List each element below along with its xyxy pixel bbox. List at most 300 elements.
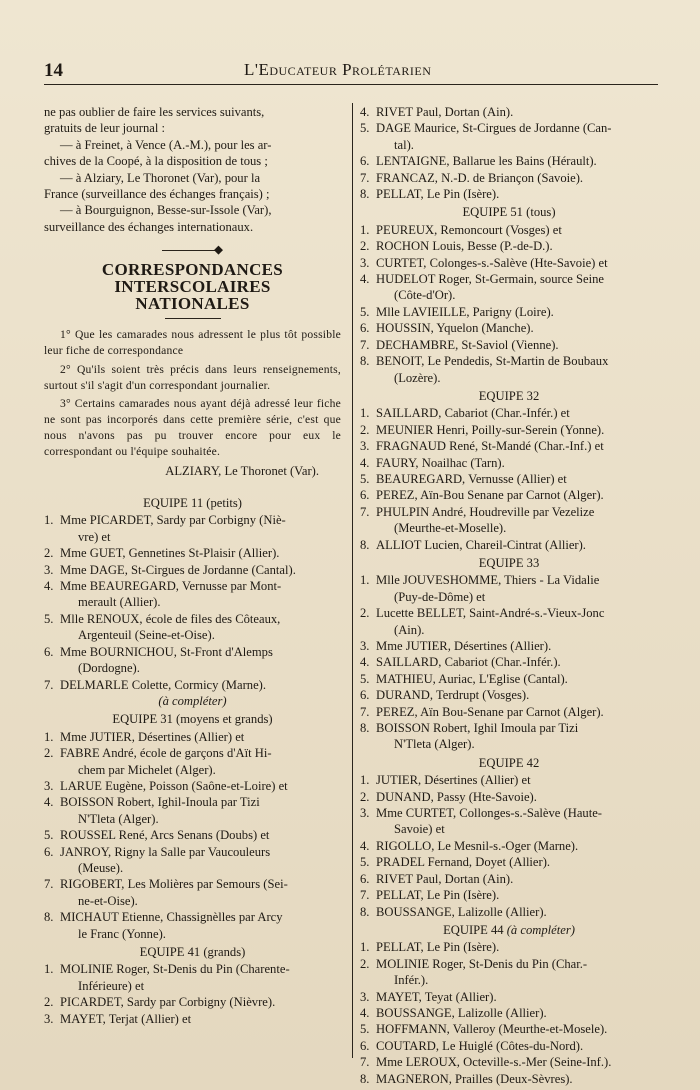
entry-number: 6.	[360, 154, 370, 169]
entry-text	[376, 605, 658, 638]
entry-number: 8.	[360, 354, 370, 369]
team-entry	[44, 562, 341, 578]
paragraph-1: 1° Que les camarades nous adressent le plus tôt possible leur fiche de correspondance	[44, 328, 341, 358]
team-entry	[360, 1021, 658, 1037]
team-entry	[360, 471, 658, 487]
entry-line: merault (Allier).	[78, 595, 161, 610]
entry-line: Mme JUTIER, Désertines (Allier).	[376, 639, 552, 653]
team-entry	[44, 745, 341, 778]
entry-text	[376, 438, 658, 454]
entry-text	[376, 789, 658, 805]
entry-line: ROCHON Louis, Besse (P.-de-D.).	[376, 239, 553, 254]
entry-text	[376, 1021, 658, 1037]
entry-line: (Meurthe-et-Moselle).	[394, 521, 507, 536]
entry-text	[376, 320, 658, 336]
entry-text	[376, 170, 658, 186]
entry-text	[60, 1011, 341, 1027]
team-entry	[360, 186, 658, 202]
entry-number: 5.	[360, 304, 370, 319]
team-entry	[44, 611, 341, 644]
entry-line: FAURY, Noailhac (Tarn).	[376, 455, 505, 470]
entry-number: 2.	[360, 239, 370, 254]
entry-text	[60, 578, 341, 611]
continued-entries	[360, 104, 658, 202]
entry-number: 4.	[360, 1005, 370, 1020]
entry-line: SAILLARD, Cabariot (Char.-Infér.).	[376, 655, 561, 670]
entry-line: HOFFMANN, Valleroy (Meurthe-et-Mosele).	[376, 1022, 608, 1037]
entry-line: vre) et	[78, 529, 111, 544]
entry-line: ne-et-Oise).	[78, 893, 138, 908]
entry-line: HUDELOT Roger, St-Germain, source Seine	[376, 272, 604, 287]
entry-line: ALLIOT Lucien, Chareil-Cintrat (Allier).	[376, 537, 586, 552]
left-column	[44, 104, 341, 1027]
entry-line: PELLAT, Le Pin (Isère).	[376, 940, 500, 955]
team-entry	[360, 422, 658, 438]
entry-line: RIVET Paul, Dortan (Ain).	[376, 105, 514, 119]
team-entries	[360, 572, 658, 752]
team-entries	[44, 961, 341, 1027]
team-entries	[360, 222, 658, 386]
entry-line: chem par Michelet (Alger).	[78, 762, 216, 777]
entry-text	[376, 1071, 658, 1087]
entry-line: PEUREUX, Remoncourt (Vosges) et	[376, 222, 562, 237]
entry-text	[376, 871, 658, 887]
team-entries	[360, 772, 658, 920]
entry-line: ROUSSEL René, Arcs Senans (Doubs) et	[60, 828, 270, 843]
entry-text	[60, 512, 341, 545]
entry-text	[376, 487, 658, 503]
page-header	[44, 58, 658, 82]
column-divider	[352, 103, 353, 1058]
entry-line: DUNAND, Passy (Hte-Savoie).	[376, 789, 537, 804]
entry-line: Mme GUET, Gennetines St-Plaisir (Allier).	[60, 546, 280, 561]
entry-line: Argenteuil (Seine-et-Oise).	[78, 628, 215, 643]
entry-number: 1.	[44, 513, 54, 528]
entry-line: PRADEL Fernand, Doyet (Allier).	[376, 855, 551, 870]
entry-text	[376, 671, 658, 687]
entry-number: 4.	[360, 105, 370, 119]
entry-line: JANROY, Rigny la Salle par Vaucouleurs	[60, 844, 271, 859]
entry-text	[60, 745, 341, 778]
entry-line: Mme CURTET, Collonges-s.-Salève (Haute-	[376, 806, 602, 821]
entry-number: 7.	[360, 504, 370, 519]
entry-line: PELLAT, Le Pin (Isère).	[376, 187, 500, 202]
entry-number: 2.	[360, 789, 370, 804]
team-entry	[360, 1038, 658, 1054]
entry-text	[60, 562, 341, 578]
entry-number: 4.	[44, 795, 54, 810]
entry-text	[376, 939, 658, 955]
team-entry	[360, 989, 658, 1005]
entry-line: Mlle JOUVESHOMME, Thiers - La Vidalie	[376, 573, 600, 588]
team-entry	[360, 271, 658, 304]
entry-line: FABRE André, école de garçons d'Aït Hi-	[60, 746, 272, 761]
team-entry	[44, 909, 341, 942]
entry-line: BOISSON Robert, Ighil Imoula par Tizi	[376, 721, 579, 736]
team-entry	[360, 887, 658, 903]
entry-number: 7.	[360, 1055, 370, 1070]
entry-line: LARUE Eugène, Poisson (Saône-et-Loire) et	[60, 778, 288, 793]
entry-text	[376, 805, 658, 838]
entry-number: 8.	[360, 904, 370, 919]
entry-line: Infér.).	[394, 973, 429, 988]
team-entry	[360, 687, 658, 703]
entry-number: 4.	[44, 579, 54, 594]
entry-text	[376, 271, 658, 304]
entry-line: MATHIEU, Auriac, L'Eglise (Cantal).	[376, 671, 568, 686]
team-entry	[360, 1054, 658, 1070]
entry-text	[376, 772, 658, 788]
team-title-note: (à compléter)	[506, 922, 575, 937]
team-entry	[44, 844, 341, 877]
entry-text	[60, 844, 341, 877]
team-entry	[360, 304, 658, 320]
entry-line: PHULPIN André, Houdreville par Vezelize	[376, 504, 595, 519]
team-entry	[44, 1011, 341, 1027]
team-entry	[360, 170, 658, 186]
entry-number: 8.	[44, 910, 54, 925]
entry-number: 2.	[360, 956, 370, 971]
team-entry	[360, 255, 658, 271]
entry-line: Mme PICARDET, Sardy par Corbigny (Niè-	[60, 513, 286, 528]
entry-number: 4.	[360, 272, 370, 287]
entry-line: DAGE Maurice, St-Cirgues de Jordanne (Can-	[376, 121, 612, 136]
entry-line: LENTAIGNE, Ballarue les Bains (Hérault).	[376, 154, 597, 169]
team-entry	[360, 805, 658, 838]
entry-text	[376, 887, 658, 903]
team-title: EQUIPE 11 (petits)	[143, 496, 242, 511]
entry-number: 1.	[44, 962, 54, 977]
entry-text	[376, 153, 658, 169]
team-entry	[360, 871, 658, 887]
team-entry	[44, 994, 341, 1010]
section-title-line: NATIONALES	[135, 294, 250, 314]
team-entry	[360, 337, 658, 353]
entry-number: 6.	[360, 321, 370, 336]
entry-number: 8.	[360, 721, 370, 736]
entry-number: 3.	[360, 255, 370, 270]
entry-line: Mlle RENOUX, école de files des Côteaux,	[60, 611, 281, 626]
entry-text	[376, 337, 658, 353]
intro-line: chives de la Coopé, à la disposition de tous ;	[44, 154, 268, 169]
team-entry	[360, 904, 658, 920]
entry-line: Mlle LAVIEILLE, Parigny (Loire).	[376, 304, 554, 319]
team-entry	[44, 729, 341, 745]
entry-line: (Lozère).	[394, 370, 441, 385]
entry-number: 6.	[360, 688, 370, 703]
entry-line: DURAND, Terdrupt (Vosges).	[376, 688, 530, 703]
entry-text	[376, 422, 658, 438]
team-entry	[360, 1071, 658, 1087]
entry-line: BEAUREGARD, Vernusse (Allier) et	[376, 471, 567, 486]
journal-title: L'Educateur Prolétarien	[244, 60, 432, 79]
entry-number: 7.	[44, 677, 54, 692]
entry-text	[60, 876, 341, 909]
entry-text	[376, 572, 658, 605]
intro-line: — à Bourguignon, Besse-sur-Issole (Var),	[60, 203, 272, 218]
team-entry	[360, 238, 658, 254]
entry-number: 1.	[360, 940, 370, 955]
entry-number: 1.	[44, 729, 54, 744]
entry-text	[376, 1054, 658, 1070]
section-title-line: CORRESPONDANCES	[101, 260, 284, 280]
team-entry	[360, 222, 658, 238]
entry-line: N'Tleta (Alger).	[394, 737, 475, 752]
entry-number: 4.	[360, 838, 370, 853]
entry-text	[376, 720, 658, 753]
entry-text	[376, 638, 658, 654]
entry-text	[376, 537, 658, 553]
team-entry	[360, 671, 658, 687]
entry-number: 8.	[360, 1071, 370, 1086]
entry-line: JUTIER, Désertines (Allier) et	[376, 773, 531, 788]
right-column	[360, 104, 658, 1087]
ornament-divider: ◆	[44, 241, 341, 257]
entry-text	[376, 186, 658, 202]
intro-line: gratuits de leur journal :	[44, 121, 166, 136]
intro-line: ne pas oublier de faire les services suivants,	[44, 105, 265, 119]
team-entry	[44, 677, 341, 693]
team-entry	[360, 504, 658, 537]
team-entry	[44, 512, 341, 545]
entry-text	[376, 222, 658, 238]
team-entry	[360, 1005, 658, 1021]
entry-number: 5.	[360, 1022, 370, 1037]
entry-number: 4.	[360, 655, 370, 670]
header-rule	[44, 84, 658, 85]
team-entries	[360, 405, 658, 553]
entry-line: Mme JUTIER, Désertines (Allier) et	[60, 729, 245, 744]
team-title: EQUIPE 51 (tous)	[462, 205, 556, 220]
entry-line: MAYET, Terjat (Allier) et	[60, 1011, 192, 1026]
team-entry	[360, 438, 658, 454]
entry-line: SAILLARD, Cabariot (Char.-Infér.) et	[376, 406, 570, 421]
entry-text	[60, 909, 341, 942]
entry-number: 1.	[360, 773, 370, 788]
team-title: EQUIPE 32	[478, 388, 540, 403]
team-entry	[360, 939, 658, 955]
entry-number: 6.	[360, 871, 370, 886]
right-teams	[360, 204, 658, 1087]
entry-line: Lucette BELLET, Saint-André-s.-Vieux-Jonc	[376, 606, 605, 621]
entry-number: 3.	[360, 806, 370, 821]
entry-line: PEREZ, Aïn-Bou Senane par Carnot (Alger).	[376, 488, 604, 503]
team-entry	[44, 827, 341, 843]
left-teams	[44, 495, 341, 1027]
intro-line: surveillance des échanges internationaux.	[44, 219, 254, 234]
entry-line: N'Tleta (Alger).	[78, 811, 159, 826]
team-entry	[360, 104, 658, 120]
entry-text	[376, 405, 658, 421]
team-entry	[44, 644, 341, 677]
team-entry	[360, 487, 658, 503]
team-entry	[360, 704, 658, 720]
team-entry	[360, 654, 658, 670]
team-entry	[44, 961, 341, 994]
team-entry	[360, 605, 658, 638]
entry-number: 3.	[44, 778, 54, 793]
entry-text	[376, 304, 658, 320]
entry-text	[376, 687, 658, 703]
entry-number: 4.	[360, 455, 370, 470]
entry-text	[376, 104, 658, 120]
team-entry	[360, 455, 658, 471]
entry-line: (Meuse).	[78, 860, 124, 875]
entry-line: BENOIT, Le Pendedis, St-Martin de Boubaux	[376, 354, 609, 369]
intro-text	[44, 104, 341, 235]
intro-line: France (surveillance des échanges français) ;	[44, 187, 270, 202]
entry-text	[60, 994, 341, 1010]
entry-line: BOUSSANGE, Lalizolle (Allier).	[376, 1005, 547, 1020]
entry-number: 8.	[360, 187, 370, 202]
team-entries	[44, 729, 341, 942]
team-entry	[44, 794, 341, 827]
entry-line: COUTARD, Le Huiglé (Côtes-du-Nord).	[376, 1038, 584, 1053]
entry-text	[376, 120, 658, 153]
entry-number: 6.	[360, 1038, 370, 1053]
team-entry	[360, 320, 658, 336]
entry-line: RIVET Paul, Dortan (Ain).	[376, 871, 514, 886]
entry-line: Mme BEAUREGARD, Vernusse par Mont-	[60, 579, 282, 594]
team-entries	[360, 939, 658, 1087]
team-entries	[44, 512, 341, 692]
entry-line: MICHAUT Etienne, Chassignèlles par Arcy	[60, 910, 283, 925]
entry-line: (Puy-de-Dôme) et	[394, 589, 486, 604]
team-entry	[44, 578, 341, 611]
entry-line: BOISSON Robert, Ighil-Inoula par Tizi	[60, 795, 260, 810]
entry-line: MAYET, Teyat (Allier).	[376, 989, 497, 1004]
entry-number: 3.	[360, 989, 370, 1004]
entry-number: 5.	[360, 121, 370, 136]
entry-line: PELLAT, Le Pin (Isère).	[376, 888, 500, 903]
entry-number: 7.	[360, 170, 370, 185]
team-title: EQUIPE 41 (grands)	[139, 945, 246, 959]
entry-text	[376, 989, 658, 1005]
entry-line: tal).	[394, 137, 414, 152]
entry-text	[60, 545, 341, 561]
team-entry	[44, 876, 341, 909]
entry-line: HOUSSIN, Yquelon (Manche).	[376, 321, 534, 336]
team-entry	[360, 789, 658, 805]
entry-number: 7.	[360, 888, 370, 903]
entry-line: PICARDET, Sardy par Corbigny (Nièvre).	[60, 995, 276, 1010]
completion-note: (à compléter)	[158, 693, 227, 708]
entry-number: 5.	[360, 471, 370, 486]
entry-line: RIGOBERT, Les Molières par Semours (Sei-	[60, 877, 288, 892]
entry-line: Inférieure) et	[78, 978, 145, 993]
entry-number: 1.	[360, 406, 370, 421]
entry-text	[60, 778, 341, 794]
entry-text	[376, 654, 658, 670]
entry-line: MOLINIE Roger, St-Denis du Pin (Charente-	[60, 962, 290, 977]
team-entry	[360, 854, 658, 870]
entry-text	[376, 238, 658, 254]
entry-number: 2.	[44, 995, 54, 1010]
entry-line: RIGOLLO, Le Mesnil-s.-Oger (Marne).	[376, 838, 579, 853]
entry-line: DECHAMBRE, St-Saviol (Vienne).	[376, 337, 559, 352]
entry-number: 1.	[360, 222, 370, 237]
entry-text	[60, 729, 341, 745]
team-entry	[360, 720, 658, 753]
paragraph-3: 3° Certains camarades nous ayant déjà adressé leur fiche ne sont pas incorporés dans cette première série, c'est que nous n'avons pas pu trouver encore pour eux le correspondant ou l'équipe souhaitée.	[44, 397, 341, 458]
entry-text	[376, 504, 658, 537]
entry-line: Mme BOURNICHOU, St-Front d'Alemps	[60, 644, 273, 659]
entry-text	[376, 1005, 658, 1021]
entry-line: Mme LEROUX, Octeville-s.-Mer (Seine-Inf.).	[376, 1055, 612, 1070]
entry-number: 2.	[44, 746, 54, 761]
entry-number: 6.	[44, 644, 54, 659]
entry-number: 3.	[360, 439, 370, 454]
entry-line: Mme DAGE, St-Cirgues de Jordanne (Cantal).	[60, 562, 296, 577]
team-entry	[360, 956, 658, 989]
entry-text	[376, 255, 658, 271]
entry-line: MAGNERON, Prailles (Deux-Sèvres).	[376, 1071, 573, 1086]
signature: ALZIARY, Le Thoronet (Var).	[165, 463, 319, 478]
entry-number: 5.	[360, 855, 370, 870]
entry-number: 1.	[360, 573, 370, 588]
entry-line: PEREZ, Aïn Bou-Senane par Carnot (Alger).	[376, 704, 604, 719]
entry-number: 7.	[360, 337, 370, 352]
team-entry	[44, 545, 341, 561]
entry-line: MOLINIE Roger, St-Denis du Pin (Char.-	[376, 956, 588, 971]
entry-line: MEUNIER Henri, Poilly-sur-Serein (Yonne).	[376, 422, 605, 437]
entry-text	[60, 827, 341, 843]
entry-text	[376, 353, 658, 386]
entry-text	[376, 956, 658, 989]
entry-text	[60, 611, 341, 644]
entry-text	[376, 471, 658, 487]
section-title-line: INTERSCOLAIRES	[114, 277, 271, 297]
entry-number: 5.	[44, 828, 54, 843]
entry-number: 6.	[360, 488, 370, 503]
entry-line: (Ain).	[394, 622, 425, 637]
entry-text	[60, 677, 341, 693]
entry-number: 8.	[360, 537, 370, 552]
team-entry	[360, 120, 658, 153]
entry-line: (Côte-d'Or).	[394, 288, 456, 303]
entry-number: 6.	[44, 844, 54, 859]
entry-text	[60, 961, 341, 994]
team-title: EQUIPE 44 (à compléter)	[443, 922, 575, 937]
intro-line: — à Freinet, à Vence (A.-M.), pour les ar-	[60, 137, 272, 152]
team-entry	[360, 772, 658, 788]
entry-number: 5.	[44, 611, 54, 626]
entry-line: Savoie) et	[394, 822, 445, 837]
entry-line: BOUSSANGE, Lalizolle (Allier).	[376, 904, 547, 919]
entry-line: (Dordogne).	[78, 661, 140, 676]
entry-text	[376, 455, 658, 471]
entry-text	[376, 854, 658, 870]
entry-line: FRAGNAUD René, St-Mandé (Char.-Inf.) et	[376, 439, 604, 454]
entry-number: 5.	[360, 671, 370, 686]
entry-text	[60, 644, 341, 677]
team-entry	[360, 638, 658, 654]
team-entry	[360, 572, 658, 605]
team-entry	[44, 778, 341, 794]
entry-number: 3.	[360, 639, 370, 653]
team-title: EQUIPE 33	[478, 555, 540, 570]
entry-line: DELMARLE Colette, Cormicy (Marne).	[60, 677, 267, 692]
team-entry	[360, 838, 658, 854]
entry-line: FRANCAZ, N.-D. de Briançon (Savoie).	[376, 170, 584, 185]
team-title: EQUIPE 31 (moyens et grands)	[112, 712, 273, 727]
entry-number: 2.	[44, 546, 54, 561]
entry-number: 3.	[44, 562, 54, 577]
entry-line: CURTET, Colonges-s.-Salève (Hte-Savoie) et	[376, 255, 608, 270]
entry-text	[376, 838, 658, 854]
paragraph-2: 2° Qu'ils soient très précis dans leurs renseignements, surtout s'il s'agit d'un correspondant journalier.	[44, 362, 341, 392]
team-entry	[360, 153, 658, 169]
